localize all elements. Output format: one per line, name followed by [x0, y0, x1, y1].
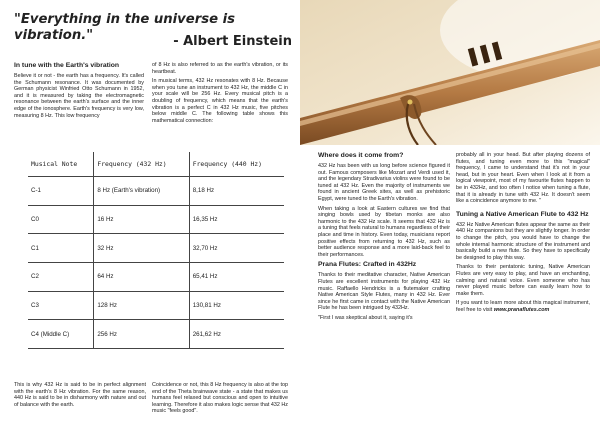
right-column-1 [318, 152, 450, 324]
section-heading-tuning: Tuning a Native American Flute to 432 Hz [456, 210, 589, 218]
paragraph: When taking a look at Eastern cultures we find that singing bowls used by tibetan monks are also harmonic to the 432 Hz scale. It seems that 432 Hz is a tuning that feels natural to humans regardless of their place and time in history. Even today, musicians report positive effects from returning to 432 Hz, such as better audience response and a more laid-back feel to their performances. [318, 205, 450, 258]
paragraph: "First I was skeptical about it, saying it's [318, 314, 413, 321]
quote-author: - Albert Einstein [173, 34, 292, 49]
table-cell: 32 Hz [94, 234, 189, 263]
table-header: Frequency (440 Hz) [189, 152, 284, 177]
table-row [28, 177, 284, 206]
left-bottom-column-1 [14, 382, 146, 411]
table-cell: 130,81 Hz [189, 291, 284, 320]
website-link[interactable]: www.pranaflutes.com [493, 306, 550, 313]
table-cell: C4 (Middle C) [28, 320, 94, 349]
table-cell: 32,70 Hz [189, 234, 284, 263]
table-cell: C0 [28, 205, 94, 234]
paragraph: Coincidence or not, this 8 Hz frequency is also at the top end of the Theta brainwave state - a state that makes us humans feel relaxed but conscious and open to intuitive learning. Therefore it also makes logic sense that 432 Hz music "feels good". [152, 382, 288, 415]
paragraph: of 8 Hz is also referred to as the earth's vibration, or its heartbeat. [152, 62, 288, 75]
right-column-2 [456, 152, 590, 316]
table-cell: 128 Hz [94, 291, 189, 320]
table-cell: 8 Hz (Earth's vibration) [94, 177, 189, 206]
table-cell: 64 Hz [94, 263, 189, 292]
table-row [28, 234, 284, 263]
table-cell: C2 [28, 263, 94, 292]
table-cell: 8,18 Hz [189, 177, 284, 206]
table-row [28, 263, 284, 292]
table-cell: 261,62 Hz [189, 320, 284, 349]
section-heading-earth: In tune with the Earth's vibration [14, 62, 120, 69]
paragraph: Thanks to their meditative character, Native American Flutes are excellent instruments for playing 432 Hz music. Raffaello Hendricks is a flutemaker crafting Native American Style Flutes, many in 432 Hz. Ever since he first came in contact with the Native American Flute he has been intrigued by 432Hz. [318, 272, 450, 312]
section-heading-prana: Prana Flutes: Crafted in 432Hz [318, 261, 417, 269]
left-column-2 [152, 62, 288, 127]
paragraph: 432 Hz Native American flutes appear the same as their 440 Hz companions but they are slightly longer. In order to change the pitch, you would have to change the whole internal harmonic structure of the instrument and basically build a new flute. So they have to specifically be designed to play this way. [456, 221, 590, 261]
table-cell: C3 [28, 291, 94, 320]
table-cell: C1 [28, 234, 94, 263]
paragraph: In musical terms, 432 Hz resonates with 8 Hz. Because when you tune an instrument to 432 Hz, the middle C in your scale will be 256 Hz. Every musical pitch is a doubling of frequency, which means that the earth's vibration is a perfect C in 432 Hz music, five pitches below middle C. The following table shows this mathematical connection: [152, 78, 288, 124]
right-page [300, 0, 600, 424]
table-row [28, 205, 284, 234]
table-header: Musical Note [28, 152, 94, 177]
left-column-1 [14, 62, 144, 122]
table-cell: 256 Hz [94, 320, 189, 349]
section-heading-origin: Where does it come from? [318, 152, 404, 159]
table-cell: 16 Hz [94, 205, 189, 234]
frequency-table [28, 152, 284, 349]
left-bottom-column-2 [152, 382, 288, 418]
table-row [28, 291, 284, 320]
paragraph: 432 Hz has been with us long before science figured it out. Famous composers like Mozart and Verdi used it, and the legendary Stradivarius violins were found to be tuned at 432 Hz. Even the majority of instruments we found in ancient Greek sites, as well as prehistoric Egypt, were tuned to the Earth's vibration. [318, 163, 450, 202]
paragraph: Believe it or not - the earth has a frequency. It's called the Schumann resonance. It was documented by German physicist Winfried Otto Schumann in 1952, and it is measured by taking the electromagnetic resonance between the earth's surface and the inner edge of the ionosphere. Earth's frequency is very low, measuring 8 Hz. This low frequency [14, 73, 144, 119]
paragraph: probably all in your head. But after playing dozens of flutes, and tuning even more to this "magical" frequency, I came to understand that it's not in your head, but in your heart. Even when I look at it from a logical viewpoint, most of my favourite flutes happen to be in 432Hz, and too often I notice when tuning a flute, that it is already in tune with 432 Hz. It doesn't seem like a coincidence anymore to me. " [456, 152, 590, 205]
paragraph: Thanks to their pentatonic tuning, Native American Flutes are very easy to play, and have an enchanting, calming and natural voice. Even someone who has never played music before can easily learn how to make them. [456, 264, 590, 297]
einstein-quote: "Everything in the universe is vibration." [14, 12, 235, 43]
flute-photo [300, 0, 600, 145]
table-row [28, 320, 284, 349]
visit-text: If you want to learn more about this magical instrument, feel free to visit [456, 300, 590, 313]
table-cell: 16,35 Hz [189, 205, 284, 234]
paragraph [456, 300, 590, 313]
paragraph: This is why 432 Hz is said to be in perfect alignment with the earth's 8 Hz vibration. For the same reason, 440 Hz is said to be in disharmony with nature and out of balance with the earth. [14, 382, 146, 408]
table-cell: 65,41 Hz [189, 263, 284, 292]
table-header: Frequency (432 Hz) [94, 152, 189, 177]
table-cell: C-1 [28, 177, 94, 206]
